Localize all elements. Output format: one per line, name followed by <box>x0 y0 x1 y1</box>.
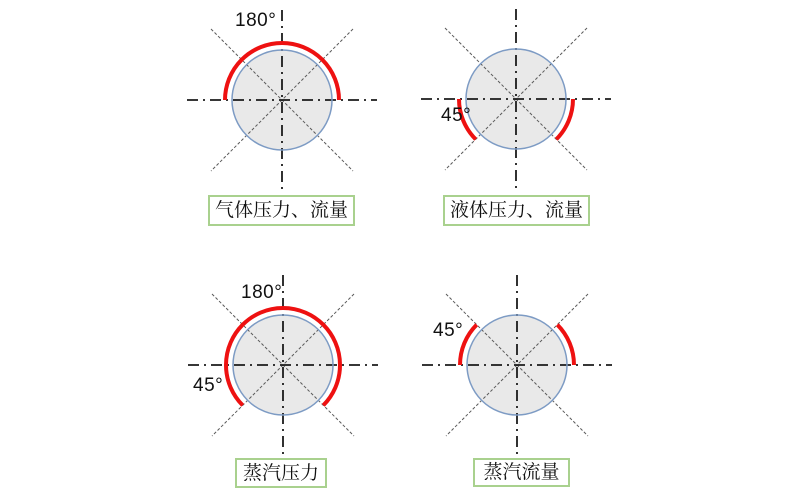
caption-steam-flow <box>473 458 570 487</box>
angle-label-45: 45° <box>433 320 464 341</box>
angle-label-45: 45° <box>441 105 472 126</box>
caption-liquid-pressure-flow <box>443 195 590 226</box>
caption-steam-pressure <box>235 458 327 488</box>
angle-label-45: 45° <box>193 375 224 396</box>
caption-text: 蒸汽压力 <box>242 462 319 484</box>
angle-label-180: 180° <box>235 10 277 31</box>
angle-label-180: 180° <box>241 282 283 303</box>
diagram-liquid-pressure-flow <box>396 4 636 204</box>
diagram-steam-flow <box>397 270 637 470</box>
caption-text: 气体压力、流量 <box>214 200 348 221</box>
dial-svg-liquid <box>396 4 636 204</box>
dial-svg-gas <box>162 5 402 205</box>
diagram-steam-pressure <box>163 270 403 470</box>
caption-text: 蒸汽流量 <box>483 462 560 483</box>
caption-gas-pressure-flow <box>208 195 355 226</box>
dial-svg-steam-flow <box>397 270 637 470</box>
dial-svg-steam-pressure <box>163 270 403 470</box>
caption-text: 液体压力、流量 <box>449 200 583 221</box>
diagram-gas-pressure-flow <box>162 5 402 205</box>
